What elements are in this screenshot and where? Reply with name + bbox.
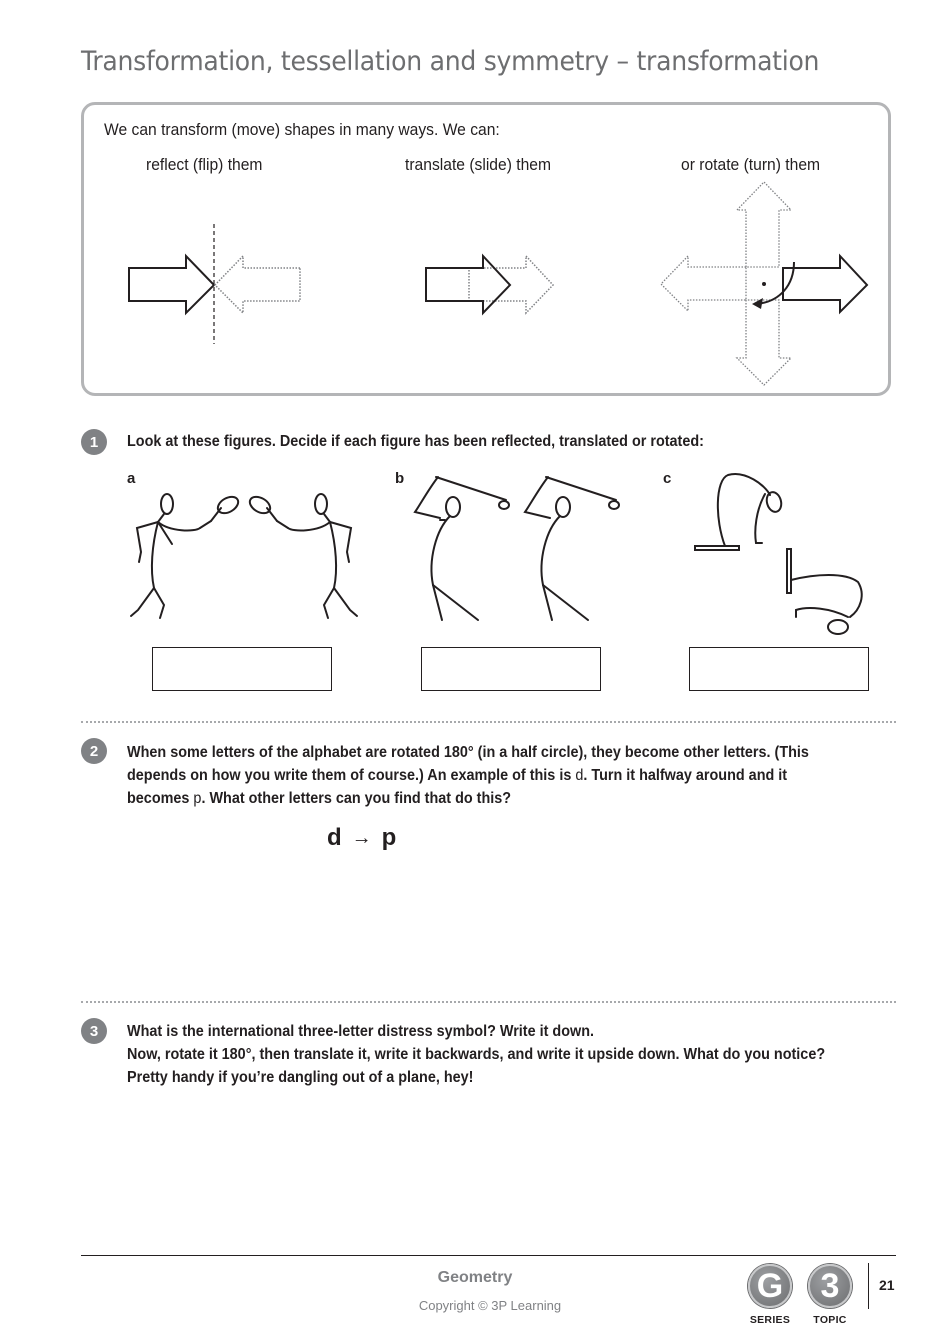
- answer-box-a[interactable]: [152, 647, 332, 691]
- subject-text: Geometry: [437, 1269, 513, 1286]
- example-to-letter: p: [381, 824, 397, 851]
- question-2-line-2: [127, 764, 809, 787]
- question-1-text: Look at these figures. Decide if each figure has been reflected, translated or rotated:: [127, 433, 704, 450]
- part-c-label: c: [663, 470, 672, 487]
- question-2-line-3: [127, 787, 809, 810]
- text-segment: . Turn it halfway around and it: [583, 767, 788, 784]
- letter-p: p: [193, 790, 202, 807]
- footer-rule: [81, 1255, 896, 1256]
- example-from-letter: d: [327, 824, 342, 851]
- part-a-label: a: [127, 470, 136, 487]
- question-3-line-3: Pretty handy if you’re dangling out of a plane, hey!: [127, 1069, 474, 1086]
- question-number-1: 1: [81, 429, 107, 455]
- translate-label: translate (slide) them: [405, 155, 552, 174]
- rotate-label: or rotate (turn) them: [681, 155, 821, 174]
- text-segment: depends on how you write them of course.) An example of this is: [127, 767, 576, 784]
- section-divider: [81, 1001, 896, 1003]
- answer-box-c[interactable]: [689, 647, 869, 691]
- page-title: Transformation, tessellation and symmetry – transformation: [81, 46, 820, 77]
- text-segment: . What other letters can you find that do this?: [201, 790, 512, 807]
- series-badge-icon: G: [748, 1264, 792, 1308]
- reflect-label: reflect (flip) them: [146, 155, 263, 174]
- question-3-text: [127, 1020, 825, 1089]
- question-number-2: 2: [81, 738, 107, 764]
- text-segment: becomes: [127, 790, 194, 807]
- series-caption: SERIES: [749, 1314, 791, 1326]
- part-b-label: b: [395, 470, 405, 487]
- question-3-line-2: Now, rotate it 180°, then translate it, write it backwards, and write it upside down. What do you notice?: [127, 1046, 826, 1063]
- footer-copyright: [0, 1298, 950, 1313]
- question-3-line-1: What is the international three-letter distress symbol? Write it down.: [127, 1023, 595, 1040]
- copyright-text: Copyright © 3P Learning: [418, 1298, 562, 1313]
- question-2-line-1: When some letters of the alphabet are rotated 180° (in a half circle), they become other letters. (This: [127, 744, 809, 761]
- page-number: 21: [879, 1277, 895, 1293]
- question-number-3: 3: [81, 1018, 107, 1044]
- section-divider: [81, 721, 896, 723]
- topic-badge-icon: 3: [808, 1264, 852, 1308]
- rotation-example: [327, 824, 396, 852]
- question-2-text: [127, 741, 809, 810]
- letter-d: d: [575, 767, 584, 784]
- answer-box-b[interactable]: [421, 647, 601, 691]
- arrow-right-icon: →: [351, 826, 372, 849]
- topic-caption: TOPIC: [813, 1314, 847, 1326]
- intro-text: We can transform (move) shapes in many ways. We can:: [104, 120, 500, 139]
- footer-separator: [868, 1263, 869, 1309]
